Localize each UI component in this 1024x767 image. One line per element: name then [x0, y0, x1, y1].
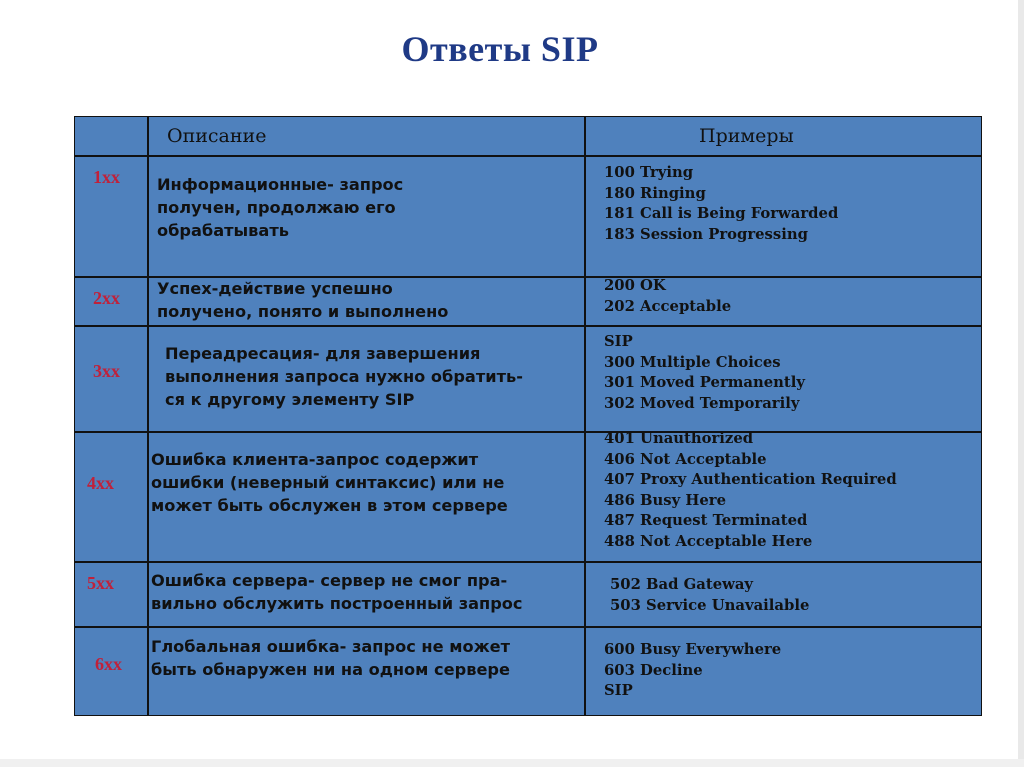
row-description-2xx: Успех-действие успешно получено, понято и выполнено [157, 279, 449, 321]
row-code-3xx: 3xx [93, 361, 120, 381]
row-description-4xx: Ошибка клиента-запрос содержит ошибки (неверный синтаксис) или не может быть обслужен в этом сервере [151, 450, 508, 515]
slide-edge-right [1018, 0, 1024, 767]
slide-edge-bottom [0, 759, 1024, 767]
row-code-5xx: 5xx [87, 573, 114, 593]
row-description-5xx: Ошибка сервера- сервер не смог пра- вильно обслужить построенный запрос [151, 571, 523, 613]
header-examples: Примеры [699, 125, 794, 147]
row-description-3xx: Переадресация- для завершения выполнения запроса нужно обратить- ся к другому элементу SIP [165, 344, 523, 409]
row-divider [75, 561, 981, 563]
row-examples-3xx: SIP 300 Multiple Choices 301 Moved Permanently 302 Moved Temporarily [604, 333, 805, 412]
row-description-1xx: Информационные- запрос получен, продолжаю его обрабатывать [157, 175, 404, 240]
row-examples-1xx: 100 Trying 180 Ringing 181 Call is Being Forwarded 183 Session Progressing [604, 164, 839, 243]
row-examples-4xx: 401 Unauthorized 406 Not Acceptable 407 Proxy Authentication Required 486 Busy Here 487 Request Terminated 488 Not Acceptable Here [604, 430, 897, 550]
row-examples-2xx: 200 OK 202 Acceptable [604, 277, 732, 315]
row-description-6xx: Глобальная ошибка- запрос не может быть обнаружен ни на одном сервере [151, 637, 511, 679]
row-code-1xx: 1xx [93, 167, 120, 187]
row-divider [75, 325, 981, 327]
sip-responses-table [74, 116, 982, 716]
row-divider [75, 155, 981, 157]
row-code-4xx: 4xx [87, 473, 114, 493]
header-description: Описание [167, 125, 267, 147]
row-code-2xx: 2xx [93, 288, 120, 308]
row-examples-5xx: 502 Bad Gateway 503 Service Unavailable [610, 576, 810, 614]
row-code-6xx: 6xx [95, 654, 122, 674]
row-divider [75, 626, 981, 628]
row-examples-6xx: 600 Busy Everywhere 603 Decline SIP [604, 641, 782, 699]
slide-title: Ответы SIP [401, 29, 599, 69]
